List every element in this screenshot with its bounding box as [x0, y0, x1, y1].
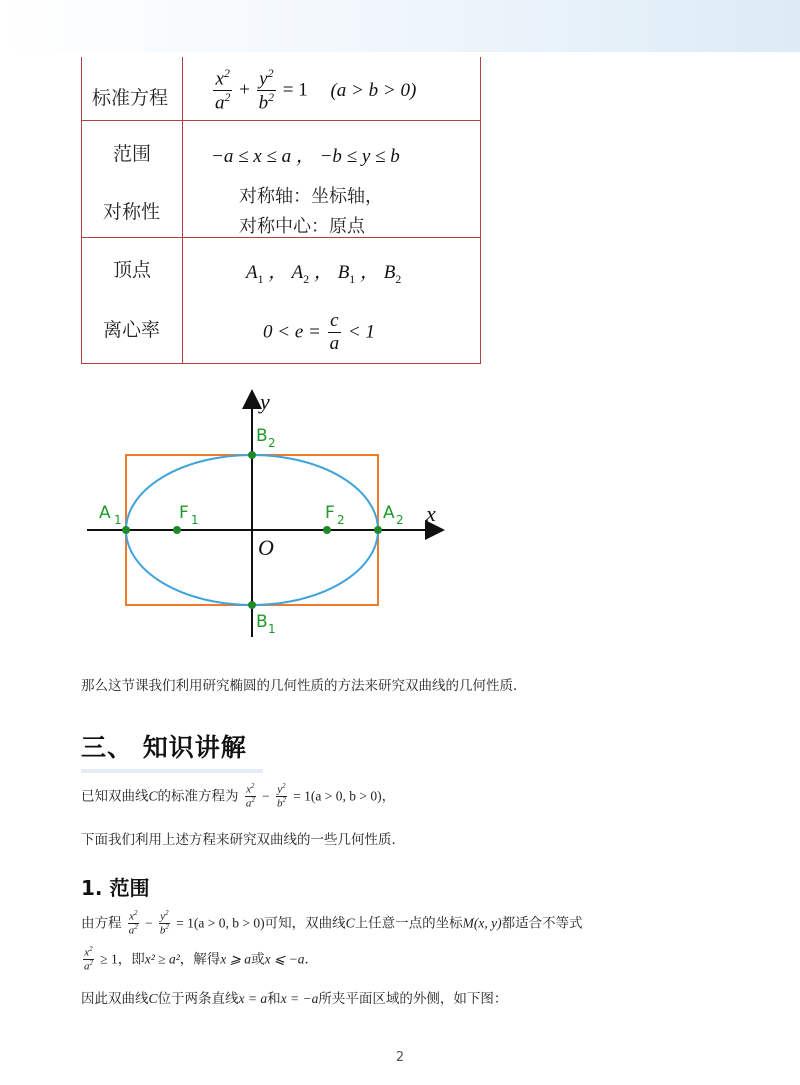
point-A1 — [122, 526, 130, 534]
label-B2: B — [256, 426, 268, 446]
section-title-underline — [81, 769, 263, 773]
paragraph-next: 下面我们利用上述方程来研究双曲线的一些几何性质． — [81, 832, 405, 848]
point-F2 — [323, 526, 331, 534]
svg-text:2: 2 — [337, 513, 345, 527]
label-F2: F — [325, 503, 335, 523]
label-range: 范围 — [113, 143, 152, 165]
range-conclusion: 因此双曲线C位于两条直线x = a和x = −a所夹平面区域的外侧，如下图： — [81, 991, 508, 1007]
standard-equation: $\frac{x^2}{a^2}$ + $\frac{y^2}{b^2}$ = 1 (a > b > 0) — [215, 67, 417, 114]
label-F1: F — [179, 503, 189, 523]
label-B1: B — [256, 612, 268, 632]
label-A2: A — [383, 503, 395, 523]
intro-paragraph: 那么这节课我们利用研究椭圆的几何性质的方法来研究双曲线的几何性质． — [81, 678, 527, 694]
svg-text:2: 2 — [268, 436, 276, 450]
svg-text:1: 1 — [191, 513, 199, 527]
point-A2 — [374, 526, 382, 534]
point-B1 — [248, 601, 256, 609]
svg-text:2: 2 — [396, 513, 404, 527]
label-eccentricity: 离心率 — [103, 319, 161, 341]
y-axis-label: y — [260, 389, 270, 414]
symmetry-axis-text: 对称轴：坐标轴， — [239, 186, 383, 207]
range-expression: −a ≤ x ≤ a ， −b ≤ y ≤ b — [211, 146, 400, 167]
hyperbola-definition: 已知双曲线C的标准方程为 $\frac{x^2}{a^2}$ − $\frac{y^2}{b^2}$ = 1(a > 0, b > 0)， — [81, 783, 396, 810]
svg-text:1: 1 — [268, 622, 276, 636]
label-A1: A — [99, 503, 111, 523]
vertices-list: $A_1$ ， $A_2$ ， $B_1$ ， $B_2$ — [246, 262, 402, 286]
x-axis-label: x — [426, 501, 436, 526]
section-title: 三、 知识讲解 — [81, 733, 247, 762]
ellipse-properties-table — [81, 57, 481, 364]
subsection-title-range: 1. 范围 — [81, 876, 150, 900]
point-F1 — [173, 526, 181, 534]
ellipse-diagram — [85, 385, 455, 645]
page-number: 2 — [395, 1050, 405, 1065]
label-symmetry: 对称性 — [103, 201, 161, 223]
symmetry-center-text: 对称中心：原点 — [239, 216, 365, 237]
range-derivation-line1: 由方程 $\frac{x^2}{a^2}$ − $\frac{y^2}{b^2}$ = 1(a > 0, b > 0)可知，双曲线C上任意一点的坐标M(x, y)都适合不等式 — [81, 910, 583, 937]
range-derivation-line2: $\frac{x^2}{a^2}$ ≥ 1，即x² ≥ a²，解得x ⩾ a或x ⩽ −a． — [84, 946, 318, 973]
label-vertices: 顶点 — [113, 259, 152, 281]
point-B2 — [248, 451, 256, 459]
eccentricity-expression: 0 < e = $\frac{c}{a}$ < 1 — [263, 310, 375, 354]
origin-label: O — [258, 535, 274, 560]
header-gradient-bar — [0, 0, 800, 52]
label-standard-equation: 标准方程 — [92, 87, 169, 109]
svg-text:1: 1 — [114, 513, 122, 527]
